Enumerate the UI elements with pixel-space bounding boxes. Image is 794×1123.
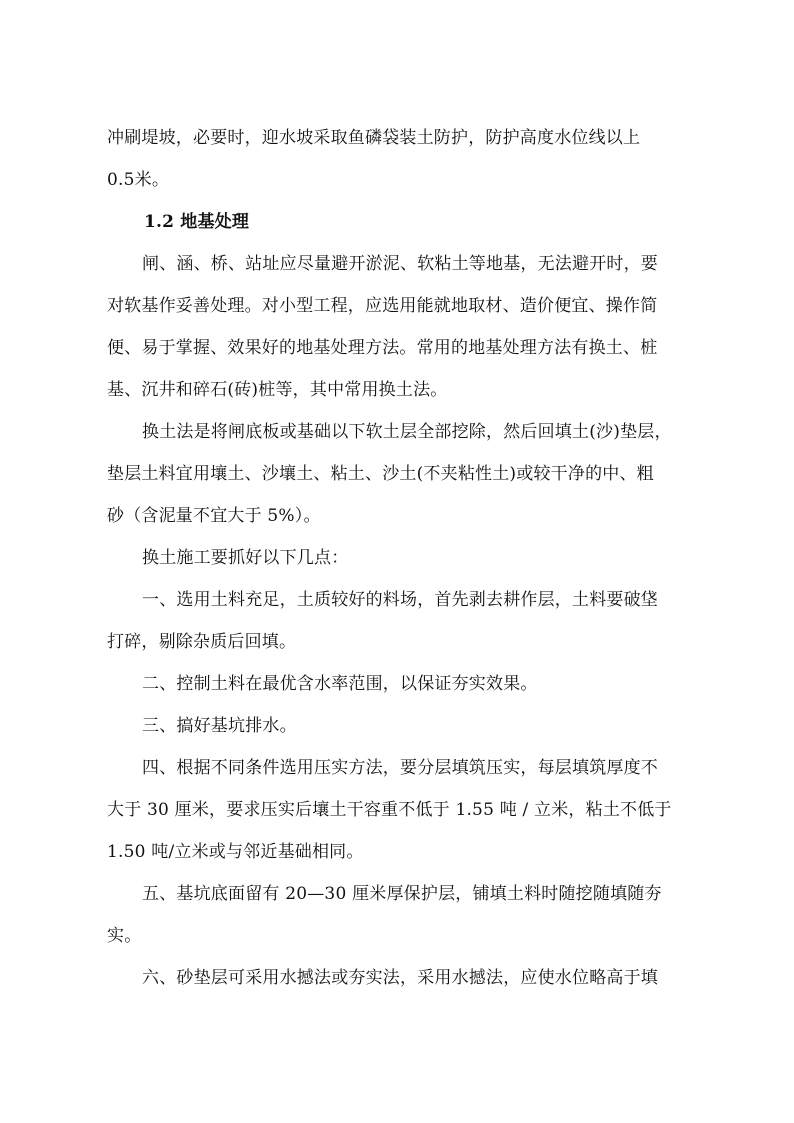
document-page (107, 117, 693, 999)
text-line: 1.50 吨/立米或与邻近基础相同。 (107, 842, 364, 862)
text-line: 对软基作妥善处理。对小型工程，应选用能就地取材、造价便宜、操作简 (107, 296, 658, 316)
text-line: 便、易于掌握、效果好的地基处理方法。常用的地基处理方法有换土、桩 (107, 338, 658, 358)
text-line: 实。 (107, 926, 142, 946)
text-line: 垫层土料宜用壤土、沙壤土、粘土、沙土(不夹粘性土)或较干净的中、粗 (107, 464, 654, 484)
text-line: 0.5米。 (107, 170, 170, 190)
text-line: 换土法是将闸底板或基础以下软土层全部挖除，然后回填土(沙)垫层， (142, 422, 672, 442)
text-line: 基、沉井和碎石(砖)桩等，其中常用换土法。 (107, 380, 448, 400)
text-line: 大于 30 厘米，要求压实后壤土干容重不低于 1.55 吨 / 立米，粘土不低于 (107, 800, 672, 820)
text-line: 换土施工要抓好以下几点： (142, 548, 349, 568)
text-line: 冲刷堤坡，必要时，迎水坡采取鱼磷袋装土防护，防护高度水位线以上 (107, 128, 641, 148)
section-heading: 1.2 地基处理 (144, 212, 250, 232)
text-line: 五、基坑底面留有 20—30 厘米厚保护层，铺填土料时随挖随填随夯 (142, 884, 662, 904)
text-line: 六、砂垫层可采用水撼法或夯实法，采用水撼法，应使水位略高于填 (142, 968, 658, 988)
text-line: 闸、涵、桥、站址应尽量避开淤泥、软粘土等地基，无法避开时，要 (142, 254, 658, 274)
text-line: 三、搞好基坑排水。 (142, 716, 297, 736)
text-line: 二、控制土料在最优含水率范围，以保证夯实效果。 (142, 674, 538, 694)
text-line: 砂（含泥量不宜大于 5%）。 (107, 506, 321, 526)
text-line: 打碎，剔除杂质后回填。 (107, 632, 297, 652)
text-line: 一、选用土料充足，土质较好的料场，首先剥去耕作层，土料要破垡 (142, 590, 658, 610)
text-line: 四、根据不同条件选用压实方法，要分层填筑压实，每层填筑厚度不 (142, 758, 658, 778)
